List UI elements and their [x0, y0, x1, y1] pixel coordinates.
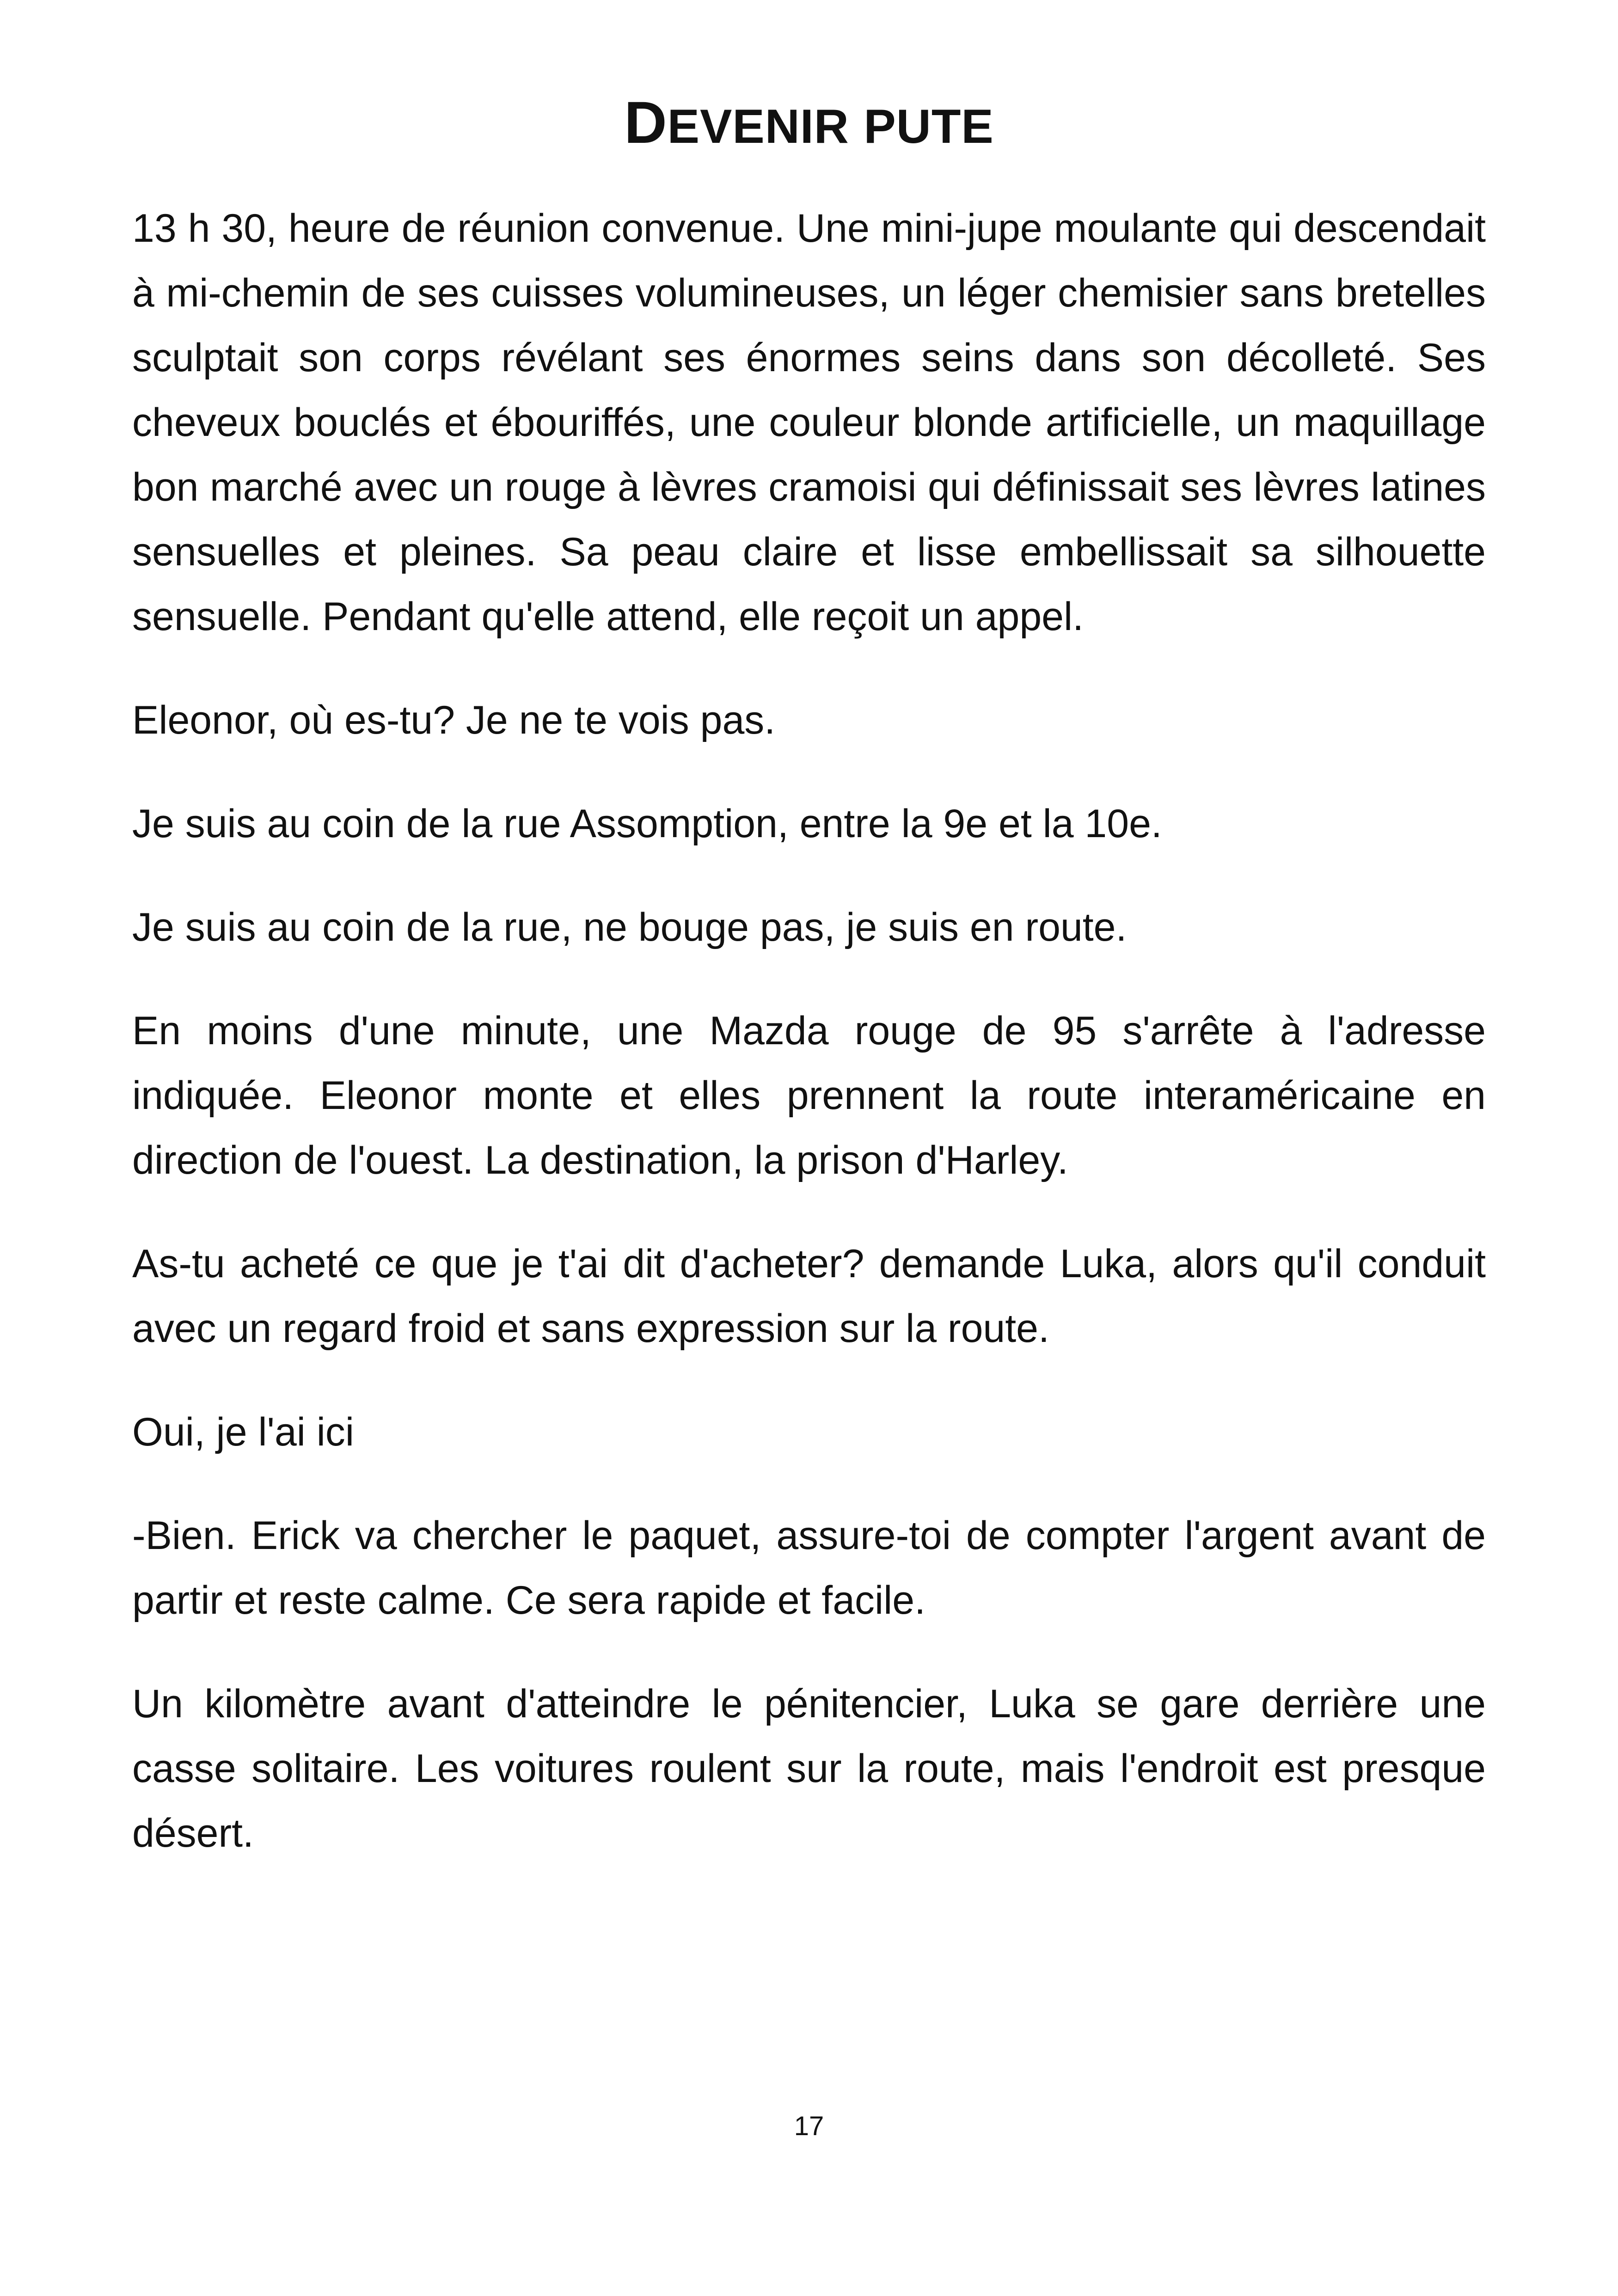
- chapter-title: [0, 91, 1618, 159]
- paragraph-4: Je suis au coin de la rue, ne bouge pas, je suis en route.: [132, 905, 1127, 949]
- paragraph-3: Je suis au coin de la rue Assomption, entre la 9e et la 10e.: [132, 802, 1162, 846]
- paragraph-7: Oui, je l'ai ici: [132, 1410, 355, 1454]
- paragraph-5: En moins d'une minute, une Mazda rouge de 95 s'arrête à l'adresse indiquée. Eleonor monte et elles prennent la route interaméricaine en direction de l'ouest. La destination, la prison d'Harley.: [132, 1009, 1486, 1182]
- paragraph-2: Eleonor, où es-tu? Je ne te vois pas.: [132, 698, 776, 742]
- paragraph-9: Un kilomètre avant d'atteindre le pénitencier, Luka se gare derrière une casse solitaire. Les voitures roulent sur la route, mais l'endroit est presque désert.: [132, 1682, 1486, 1855]
- paragraph-8: -Bien. Erick va chercher le paquet, assure-toi de compter l'argent avant de partir et reste calme. Ce sera rapide et facile.: [132, 1513, 1486, 1623]
- paragraph-1: 13 h 30, heure de réunion convenue. Une mini-jupe moulante qui descendait à mi-chemin de ses cuisses volumineuses, un léger chemisier sans bretelles sculptait son corps révélant ses énormes seins dans son décolleté. Ses cheveux bouclés et ébouriffés, une couleur blonde artificielle, un maquillage bon marché avec un rouge à lèvres cramoisi qui définissait ses lèvres latines sensuelles et pleines. Sa peau claire et lisse embellissait sa silhouette sensuelle. Pendant qu'elle attend, elle reçoit un appel.: [132, 206, 1486, 639]
- title-first-word-rest: EVENIR: [667, 100, 849, 153]
- title-first-letter: D: [624, 90, 668, 156]
- title-second-word: PUTE: [864, 100, 994, 153]
- page-number: 17: [794, 2111, 824, 2141]
- body-text: [132, 196, 1486, 1904]
- paragraph-6: As-tu acheté ce que je t'ai dit d'acheter? demande Luka, alors qu'il conduit avec un regard froid et sans expression sur la route.: [132, 1242, 1486, 1351]
